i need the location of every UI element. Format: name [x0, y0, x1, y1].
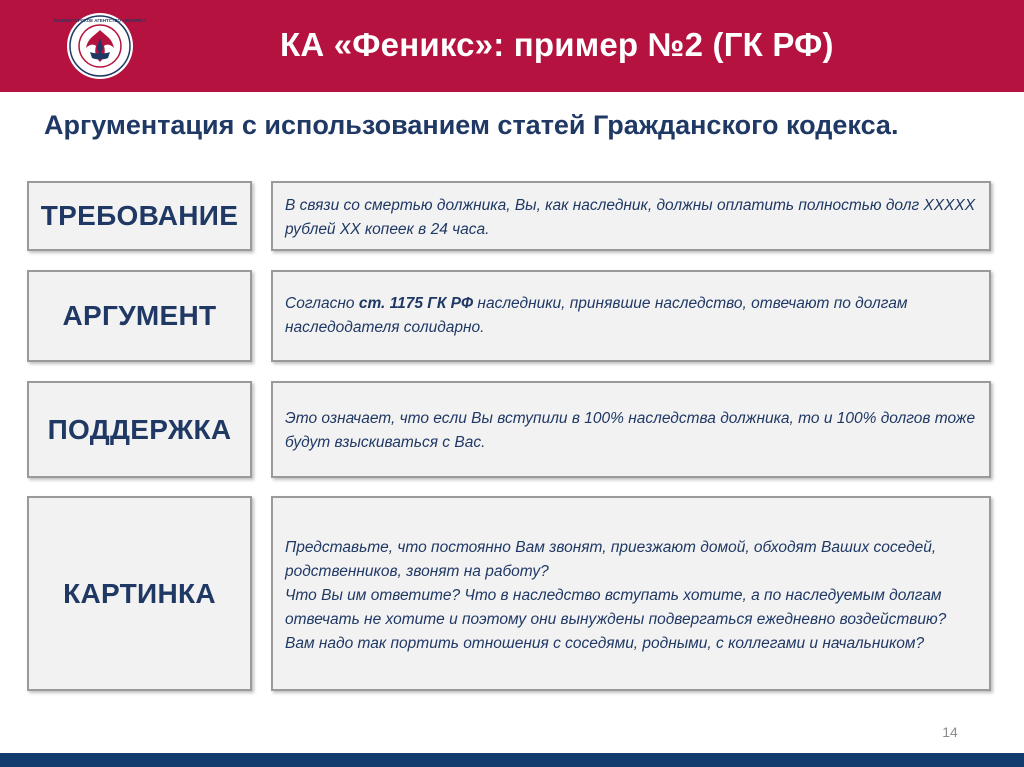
header-bar	[0, 0, 1024, 92]
text-box-picture	[271, 496, 991, 691]
label-box-picture	[27, 496, 252, 691]
text-requirement: В связи со смертью должника, Вы, как наследник, должны оплатить полностью долг ХХХХХ рублей ХХ копеек в 24 часа.	[285, 197, 976, 238]
text-box-argument	[271, 270, 991, 362]
label-requirement: ТРЕБОВАНИЕ	[40, 200, 239, 231]
text-box-requirement	[271, 181, 991, 251]
text-box-support	[271, 381, 991, 478]
text-argument-article: ст. 1175 ГК РФ	[358, 295, 474, 312]
logo-text: КОЛЛЕКТОРСКОЕ АГЕНТСТВО «ФЕНИКС»	[54, 18, 146, 23]
text-picture: Представьте, что постоянно Вам звонят, приезжают домой, обходят Ваших соседей, родственников, звонят на работу? Что Вы им ответите? Что в наследство вступать хотите, а по наследуемым долгам отвечать не хотите и поэтому они вынуждены подвергаться ежедневно воздействию? Вам надо так портить отношения с соседями, родными, с коллегами и начальником?	[285, 539, 947, 652]
label-picture: КАРТИНКА	[63, 577, 216, 609]
label-argument: АРГУМЕНТ	[62, 300, 217, 331]
text-argument-after: наследники, принявшие наследство, отвечают по долгам наследодателя солидарно.	[285, 295, 908, 336]
subtitle: Аргументация с использованием статей Гражданского кодекса.	[44, 110, 899, 140]
text-argument-before: Согласно	[285, 295, 359, 312]
page-title: КА «Феникс»: пример №2 (ГК РФ)	[280, 26, 834, 63]
label-support: ПОДДЕРЖКА	[47, 413, 232, 445]
label-box-argument	[27, 270, 252, 362]
text-support: Это означает, что если Вы вступили в 100% наследства должника, то и 100% долгов тоже будут взыскиваться с Вас.	[285, 410, 976, 451]
label-box-support	[27, 381, 252, 478]
label-box-requirement	[27, 181, 252, 251]
agency-logo-icon	[54, 12, 146, 80]
footer-bar	[0, 753, 1024, 767]
page-number: 14	[942, 724, 958, 740]
